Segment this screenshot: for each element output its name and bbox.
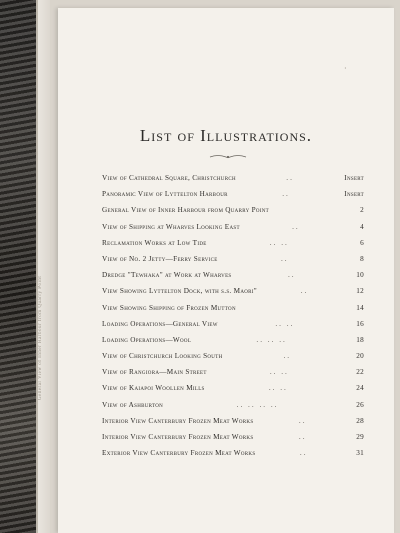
illustration-title: Loading Operations—General View — [102, 319, 218, 328]
illustration-title: Exterior View Canterbury Frozen Meat Works — [102, 449, 256, 458]
list-item — [102, 433, 364, 449]
list-item — [102, 239, 364, 255]
list-item — [102, 384, 364, 400]
list-item — [102, 368, 364, 384]
page-title: List of Illustrations. — [139, 126, 313, 145]
list-item — [102, 352, 364, 368]
leader-dots: .. — [287, 271, 296, 280]
illustration-title: View of Rangiora—Main Street — [102, 368, 207, 377]
page-number: 26 — [356, 400, 364, 409]
page-number: 31 — [356, 449, 364, 458]
page-number: 8 — [360, 254, 364, 263]
leader-dots: .. .. .. — [256, 335, 287, 344]
list-item — [102, 190, 364, 206]
list-item — [102, 336, 364, 352]
illustration-title: View of Christchurch Looking South — [102, 352, 223, 361]
page-number: 28 — [356, 416, 364, 425]
list-item — [102, 174, 364, 190]
page-number: 12 — [356, 287, 364, 296]
list-item — [102, 206, 364, 222]
illustration-title: View of Kaiapoi Woollen Mills — [102, 384, 205, 393]
illustration-title: Interior View Canterbury Frozen Meat Works — [102, 416, 254, 425]
illustration-title: Loading Operations—Wool — [102, 335, 192, 344]
leader-dots: .. .. — [269, 238, 289, 247]
leader-dots: .. .. .. .. — [236, 400, 279, 409]
book-page — [58, 8, 394, 533]
leader-dots: .. — [298, 416, 307, 425]
leader-dots: .. — [280, 254, 289, 263]
facing-page-photo — [0, 0, 38, 533]
leader-dots: .. — [282, 190, 290, 199]
list-item — [102, 320, 364, 336]
leader-dots: .. .. — [269, 368, 289, 377]
page-marker: · — [344, 64, 347, 73]
illustration-title: General View of Inner Harbour from Quarry Point — [102, 206, 270, 215]
leader-dots: .. — [299, 449, 308, 458]
illustration-title: Dredge "Tewhaka" at Work at Wharves — [102, 271, 232, 280]
illustration-title: Interior View Canterbury Frozen Meat Works — [102, 433, 254, 441]
illustration-title: View of Shipping at Wharves Looking East — [102, 222, 240, 231]
page-number: 16 — [356, 319, 364, 328]
list-item — [102, 223, 364, 239]
illustration-title: Panoramic View of Lyttelton Harbour — [102, 190, 228, 199]
leader-dots: .. — [292, 222, 300, 231]
list-item — [102, 271, 364, 287]
list-item — [102, 417, 364, 433]
leader-dots: .. — [286, 174, 294, 182]
leader-dots: .. .. — [275, 319, 295, 328]
list-item — [102, 449, 364, 465]
illustrations-list — [102, 174, 364, 465]
page-number: 10 — [356, 271, 364, 280]
page-number: 4 — [360, 222, 364, 231]
page-number: Insert — [344, 174, 364, 182]
leader-dots: .. .. — [268, 384, 288, 393]
illustration-title: View of Ashburton — [102, 400, 164, 409]
illustration-title: View of No. 2 Jetty—Ferry Service — [102, 254, 218, 263]
leader-dots: .. — [283, 352, 292, 361]
page-number: 29 — [356, 433, 364, 441]
leader-dots: .. — [298, 433, 307, 441]
facing-page-caption: General View of Inner Harbour from Quarry Point — [38, 275, 43, 400]
list-item — [102, 287, 364, 303]
page-number: Insert — [344, 190, 364, 199]
page-number: 6 — [360, 238, 364, 247]
illustration-title: View Showing Lyttelton Dock, with s.s. Maori" — [102, 287, 257, 296]
list-item — [102, 255, 364, 271]
facing-page — [0, 0, 50, 533]
ornament-icon — [208, 154, 248, 160]
page-number: 20 — [356, 352, 364, 361]
page-number: 24 — [356, 384, 364, 393]
page-number: 14 — [356, 303, 364, 312]
list-item — [102, 401, 364, 417]
list-item — [102, 304, 364, 320]
illustration-title: View of Cathedral Square, Christchurch — [102, 174, 236, 182]
page-number: 2 — [360, 206, 364, 215]
leader-dots: .. — [300, 287, 309, 296]
page-number: 18 — [356, 335, 364, 344]
illustration-title: Reclamation Works at Low Tide — [102, 238, 207, 247]
page-number: 22 — [356, 368, 364, 377]
illustration-title: View Showing Shipping of Frozen Mutton — [102, 303, 236, 312]
